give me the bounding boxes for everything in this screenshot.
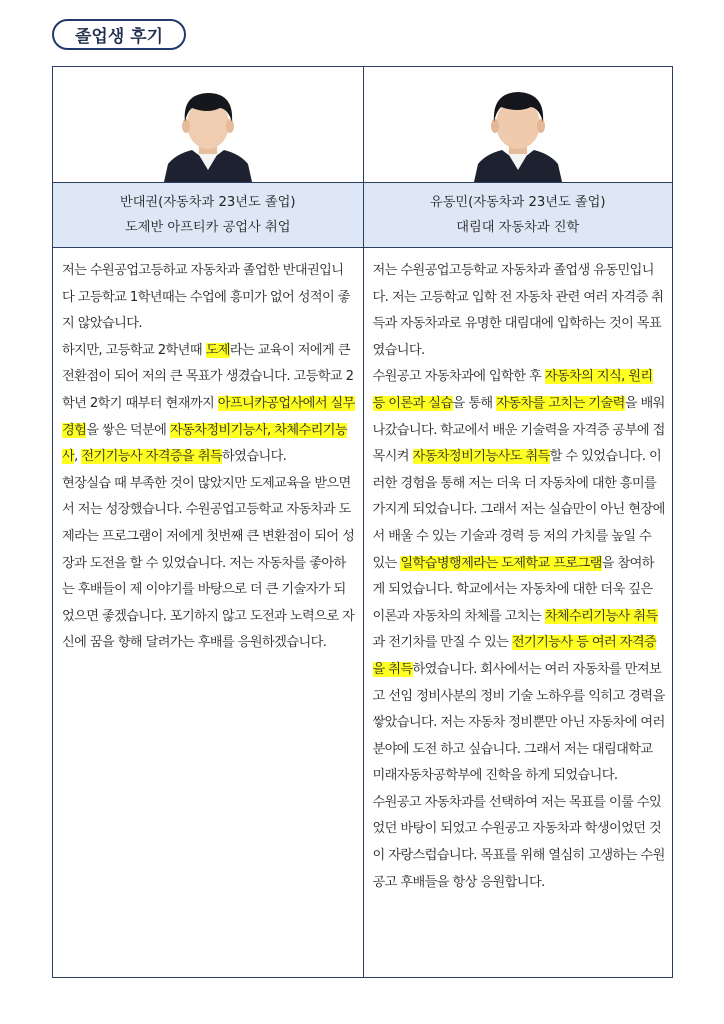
person-caption xyxy=(53,182,363,248)
testimonial-text xyxy=(364,248,673,896)
body-text: 하였습니다. xyxy=(222,449,287,465)
body-text: 저는 수원공업고등하교 자동차과 졸업한 반대권입니다 고등학교 1학년때는 수업에 흥미가 없어 성적이 좋지 않았습니다. xyxy=(62,263,350,332)
photo-cell xyxy=(53,67,363,182)
body-text: 을 쌓은 덕분에 xyxy=(86,422,170,438)
body-text: 할 수 있었습니다. 이러한 경험을 통해 저는 더욱 더 자동차에 대한 흥미를 가지게 되었습니다. 그래서 저는 실습만이 아닌 현장에서 배울 수 있는 기술과 경력 등 저의 가치를 높일 수 있는 xyxy=(372,449,665,571)
body-text: , xyxy=(74,449,82,465)
highlighted-text: 차체수리기능사 취득 xyxy=(544,608,658,624)
person-job-line: 대림대 자동차과 진학 xyxy=(456,220,580,235)
testimonial-left xyxy=(53,67,363,977)
body-text: 라는 교육이 저에게 큰 전환점이 되어 저의 큰 목표가 생겼습니다. 고등학교 2학년 2학기 때부터 현재까지 xyxy=(62,342,354,411)
body-text: 저는 수원공업고등학교 자동차과 졸업생 유동민입니다. 저는 고등학교 입학 전 자동차 관련 여러 자격증 취득과 자동차과로 유명한 대림대에 입학하는 것이 목표였습니다. xyxy=(372,263,664,358)
body-text: 수원공고 자동차과에 입학한 후 xyxy=(372,369,545,385)
person-name-line: 반대권(자동차과 23년도 졸업) xyxy=(119,195,296,210)
person-job-line: 도제반 아프티카 공업사 취업 xyxy=(125,220,291,235)
highlighted-text: 도제 xyxy=(205,342,230,358)
photo-cell xyxy=(364,67,673,182)
highlighted-text: 전기기능사 등 여러 자격증을 취득 xyxy=(372,635,657,677)
person-caption xyxy=(364,182,673,248)
body-text: 과 전기차를 만질 수 있는 xyxy=(372,635,512,651)
testimonial-text xyxy=(53,248,363,657)
body-text: 을 배워나갔습니다. 학교에서 배운 기술력을 자격증 공부에 접목시켜 xyxy=(372,395,665,465)
highlighted-text: 아프니카공업사에서 실무 경험 xyxy=(62,395,355,438)
highlighted-text: 전기기능사 자격증을 취득 xyxy=(81,449,223,465)
person-name-line: 유동민(자동차과 23년도 졸업) xyxy=(429,195,606,210)
highlighted-text: 자동차를 고치는 기술력 xyxy=(496,395,625,411)
body-text: 을 통해 xyxy=(452,395,497,411)
highlighted-text: 자동차의 지식, 원리 등 이론과 실습 xyxy=(372,369,653,411)
portrait-photo xyxy=(162,84,254,182)
highlighted-text: 자동차정비기능사, 차체수리기능사 xyxy=(62,422,348,465)
body-text: 을 참여하게 되었습니다. 학교에서는 자동차에 대한 더욱 깊은 이론과 자동차의 차체를 고치는 xyxy=(372,555,654,624)
body-text: 하였습니다. 회사에서는 여러 자동차를 만져보고 선임 정비사분의 정비 기술 노하우를 익히고 경력을 쌓았습니다. 저는 자동차 정비뿐만 아닌 자동차에 여러 분야에 도전 하고 싶습니다. 그래서 저는 대림대학교 미래자동차공학부에 진학을 하게 되었습니다. xyxy=(372,661,665,784)
testimonial-right xyxy=(363,67,673,977)
highlighted-text: 일학습병행제라는 도제학교 프로그램 xyxy=(400,555,602,571)
highlighted-text: 자동차정비기능사도 취득 xyxy=(412,449,550,465)
body-text: 수원공고 자동차과를 선택하여 저는 목표를 이룰 수있었던 바탕이 되었고 수원공고 자동차과 학생이었던 것이 자랑스럽습니다. 목표를 위해 열심히 고생하는 수원공고 후배들을 항상 응원합니다. xyxy=(372,794,665,890)
body-text: 하지만, 고등학교 2학년때 xyxy=(62,342,206,358)
testimonial-table xyxy=(52,66,673,978)
portrait-photo xyxy=(472,84,564,182)
body-text: 현장실습 때 부족한 것이 많았지만 도제교육을 받으면서 저는 성장했습니다. 수원공업고등학교 자동차과 도제라는 프로그램이 저에게 첫번째 큰 변환점이 되어 성장과 도전을 할 수 있었습니다. 저는 자동차를 좋아하는 후배들이 제 이야기를 바탕으로 더 큰 기술자가 되었으면 좋겠습니다. 포기하지 않고 도전과 노력으로 자신에 꿈을 향해 달려가는 후배를 응원하겠습니다. xyxy=(62,475,355,651)
section-title: 졸업생 후기 xyxy=(52,19,186,50)
